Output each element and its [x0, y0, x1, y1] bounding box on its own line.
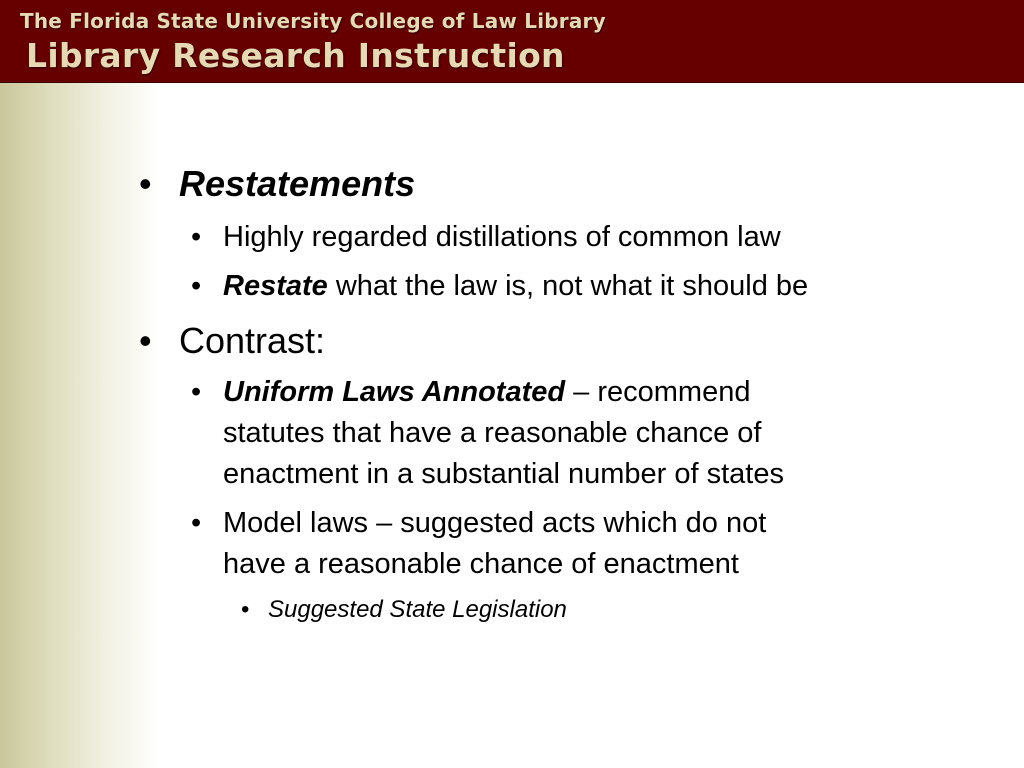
- bullet-icon: •: [191, 270, 202, 302]
- bullet-icon: •: [241, 596, 250, 623]
- ula-line3: enactment in a substantial number of states: [223, 458, 784, 490]
- ula-emphasis: Uniform Laws Annotated: [223, 376, 566, 408]
- sub-bullet-model-laws: Model laws – suggested acts which do not: [223, 507, 767, 539]
- institution-name: The Florida State University College of Law Library: [20, 9, 606, 33]
- bullet-icon: •: [191, 376, 202, 408]
- restate-emphasis: Restate: [223, 270, 328, 302]
- ula-line2: statutes that have a reasonable chance of: [223, 417, 762, 449]
- model-laws-line2: have a reasonable chance of enactment: [223, 548, 739, 580]
- bullet-restatements: Restatements: [179, 163, 416, 204]
- bullet-icon: •: [139, 163, 152, 204]
- bullet-contrast: Contrast:: [179, 320, 326, 361]
- ula-line1-rest: – recommend: [565, 376, 751, 408]
- sub-sub-bullet-suggested-legislation: Suggested State Legislation: [268, 596, 567, 623]
- bullet-icon: •: [191, 507, 202, 539]
- bullet-icon: •: [191, 221, 202, 253]
- sub-bullet-restate: [223, 270, 808, 303]
- sub-bullet-distillations: Highly regarded distillations of common law: [223, 221, 781, 253]
- sub-bullet-ula: [223, 376, 750, 409]
- restate-rest: what the law is, not what it should be: [327, 270, 809, 302]
- bullet-icon: •: [139, 320, 152, 361]
- header-title: Library Research Instruction: [26, 36, 565, 75]
